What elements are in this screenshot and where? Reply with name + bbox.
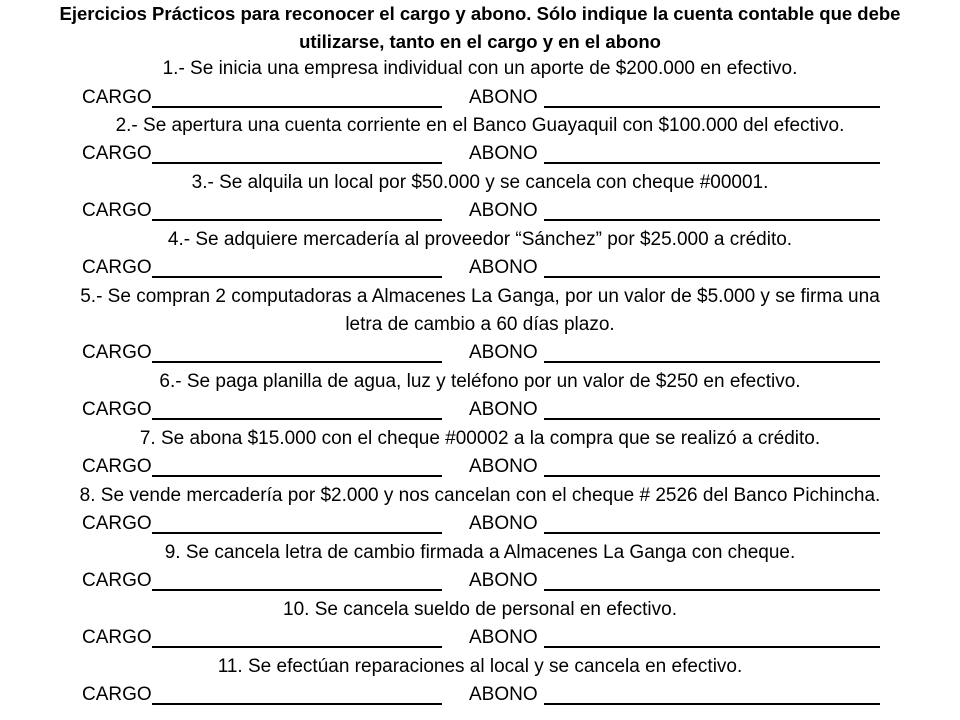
exercise-7-statement: 7. Se abona $15.000 con el cheque #00002 a la compra que se realizó a crédito. bbox=[139, 428, 821, 449]
abono-label: ABONO bbox=[469, 399, 538, 420]
exercise-2-cargo-blank[interactable] bbox=[152, 162, 442, 164]
cargo-label: CARGO bbox=[82, 257, 152, 278]
abono-label: ABONO bbox=[469, 143, 538, 164]
exercise-7-abono-blank[interactable] bbox=[544, 475, 880, 477]
cargo-label: CARGO bbox=[82, 627, 152, 648]
exercise-4-cargo-blank[interactable] bbox=[152, 276, 442, 278]
abono-label: ABONO bbox=[469, 342, 538, 363]
exercise-1-statement: 1.- Se inicia una empresa individual con un aporte de $200.000 en efectivo. bbox=[162, 58, 798, 79]
exercise-2-abono-blank[interactable] bbox=[544, 162, 880, 164]
exercise-8-answer-row bbox=[0, 510, 960, 538]
exercise-9-abono-blank[interactable] bbox=[544, 589, 880, 591]
exercise-5-answer-row bbox=[0, 339, 960, 367]
cargo-label: CARGO bbox=[82, 399, 152, 420]
worksheet-title-line-1: Ejercicios Prácticos para reconocer el cargo y abono. Sólo indique la cuenta contable que debe bbox=[59, 3, 901, 24]
cargo-label: CARGO bbox=[82, 143, 152, 164]
abono-label: ABONO bbox=[469, 570, 538, 591]
exercise-1-cargo-blank[interactable] bbox=[152, 106, 442, 108]
exercise-5-statement-continued: letra de cambio a 60 días plazo. bbox=[345, 314, 615, 335]
exercise-1-answer-row bbox=[0, 84, 960, 112]
exercise-9-statement: 9. Se cancela letra de cambio firmada a Almacenes La Ganga con cheque. bbox=[164, 542, 796, 563]
exercise-7-answer-row bbox=[0, 453, 960, 481]
exercise-11-cargo-blank[interactable] bbox=[152, 703, 442, 705]
exercise-4-abono-blank[interactable] bbox=[544, 276, 880, 278]
cargo-label: CARGO bbox=[82, 456, 152, 477]
exercise-10-statement: 10. Se cancela sueldo de personal en efectivo. bbox=[283, 599, 677, 620]
exercise-5-abono-blank[interactable] bbox=[544, 361, 880, 363]
exercise-8-cargo-blank[interactable] bbox=[152, 532, 442, 534]
exercise-3-statement: 3.- Se alquila un local por $50.000 y se cancela con cheque #00001. bbox=[191, 172, 769, 193]
exercise-3-cargo-blank[interactable] bbox=[152, 219, 442, 221]
exercise-2-answer-row bbox=[0, 140, 960, 168]
exercise-5-statement: 5.- Se compran 2 computadoras a Almacenes La Ganga, por un valor de $5.000 y se firma una bbox=[80, 286, 880, 307]
cargo-label: CARGO bbox=[82, 513, 152, 534]
exercise-4-answer-row bbox=[0, 254, 960, 282]
exercise-6-statement: 6.- Se paga planilla de agua, luz y teléfono por un valor de $250 en efectivo. bbox=[159, 371, 801, 392]
exercise-9-answer-row bbox=[0, 567, 960, 595]
exercise-6-abono-blank[interactable] bbox=[544, 418, 880, 420]
cargo-label: CARGO bbox=[82, 87, 152, 108]
cargo-label: CARGO bbox=[82, 342, 152, 363]
exercise-9-cargo-blank[interactable] bbox=[152, 589, 442, 591]
exercise-5-cargo-blank[interactable] bbox=[152, 361, 442, 363]
exercise-11-answer-row bbox=[0, 681, 960, 709]
exercise-11-statement: 11. Se efectúan reparaciones al local y se cancela en efectivo. bbox=[217, 656, 743, 677]
abono-label: ABONO bbox=[469, 513, 538, 534]
abono-label: ABONO bbox=[469, 684, 538, 705]
exercise-2-statement: 2.- Se apertura una cuenta corriente en el Banco Guayaquil con $100.000 del efectivo. bbox=[115, 115, 845, 136]
exercise-4-statement: 4.- Se adquiere mercadería al proveedor “Sánchez” por $25.000 a crédito. bbox=[167, 229, 793, 250]
abono-label: ABONO bbox=[469, 257, 538, 278]
abono-label: ABONO bbox=[469, 456, 538, 477]
cargo-label: CARGO bbox=[82, 684, 152, 705]
cargo-label: CARGO bbox=[82, 570, 152, 591]
abono-label: ABONO bbox=[469, 87, 538, 108]
exercise-7-cargo-blank[interactable] bbox=[152, 475, 442, 477]
worksheet-title-line-2: utilizarse, tanto en el cargo y en el abono bbox=[299, 31, 661, 52]
exercise-10-cargo-blank[interactable] bbox=[152, 646, 442, 648]
exercise-3-abono-blank[interactable] bbox=[544, 219, 880, 221]
abono-label: ABONO bbox=[469, 200, 538, 221]
exercise-11-abono-blank[interactable] bbox=[544, 703, 880, 705]
exercise-3-answer-row bbox=[0, 197, 960, 225]
cargo-label: CARGO bbox=[82, 200, 152, 221]
exercise-10-answer-row bbox=[0, 624, 960, 652]
exercise-1-abono-blank[interactable] bbox=[544, 106, 880, 108]
abono-label: ABONO bbox=[469, 627, 538, 648]
exercise-6-answer-row bbox=[0, 396, 960, 424]
exercise-8-abono-blank[interactable] bbox=[544, 532, 880, 534]
exercise-6-cargo-blank[interactable] bbox=[152, 418, 442, 420]
exercise-8-statement: 8. Se vende mercadería por $2.000 y nos cancelan con el cheque # 2526 del Banco Pichincha. bbox=[79, 485, 881, 506]
exercise-10-abono-blank[interactable] bbox=[544, 646, 880, 648]
